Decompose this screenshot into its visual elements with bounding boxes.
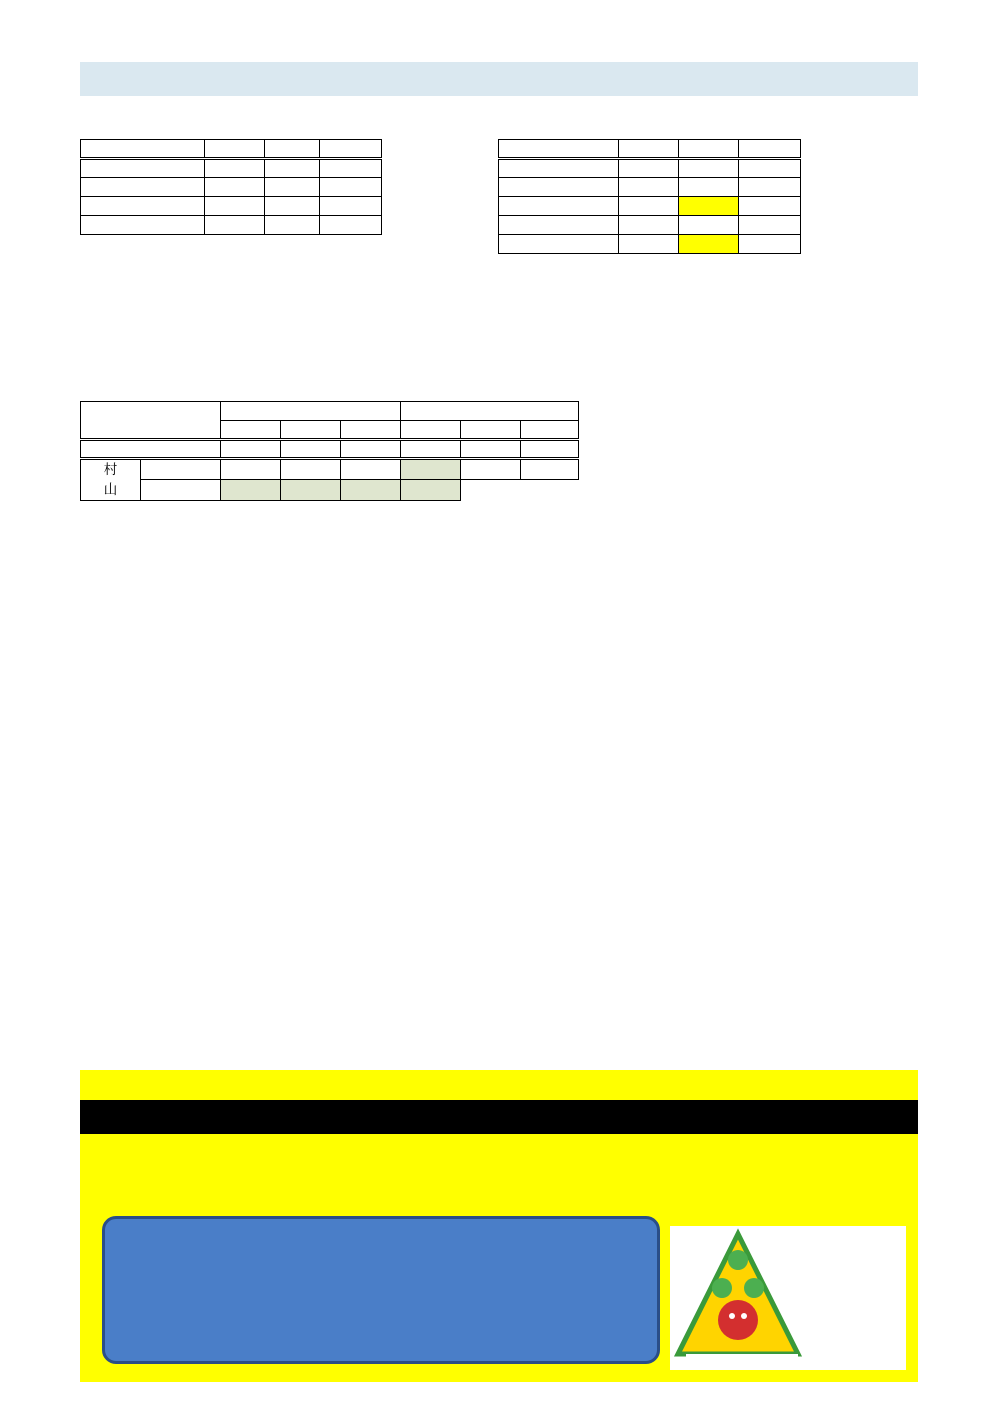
table-cell [81, 159, 205, 178]
table-cell [739, 235, 801, 254]
table-cell [205, 197, 265, 216]
table-cell [401, 459, 461, 480]
table-cell [81, 140, 205, 159]
table-row [499, 197, 801, 216]
table-cell [221, 459, 281, 480]
column-group-header [221, 402, 401, 421]
location-table [80, 401, 579, 501]
table-cell [679, 178, 739, 197]
column-header [521, 421, 579, 440]
table-cell [499, 235, 619, 254]
table-row [81, 440, 579, 459]
table-cell [320, 216, 382, 235]
table-cell [619, 159, 679, 178]
sec1-table [80, 139, 382, 235]
table-cell [739, 159, 801, 178]
table-row [499, 159, 801, 178]
table-cell [619, 235, 679, 254]
table-cell [281, 480, 341, 501]
table-cell [619, 197, 679, 216]
table-cell [679, 216, 739, 235]
table-row [81, 197, 382, 216]
table-cell [221, 480, 281, 501]
table-cell [81, 178, 205, 197]
table-cell [81, 402, 221, 440]
column-header [739, 140, 801, 159]
table-cell [461, 440, 521, 459]
table-cell [461, 459, 521, 480]
table-cell [499, 197, 619, 216]
column-header [281, 421, 341, 440]
table-cell [499, 178, 619, 197]
table-cell [320, 178, 382, 197]
column-header [205, 140, 265, 159]
table-row [81, 178, 382, 197]
table-row [499, 216, 801, 235]
column-header [461, 421, 521, 440]
table-cell [141, 459, 221, 480]
column-header [265, 140, 320, 159]
table-cell [679, 235, 739, 254]
block-name [81, 459, 141, 501]
table-row [499, 235, 801, 254]
table-cell [265, 178, 320, 197]
column-header [320, 140, 382, 159]
table-cell [265, 216, 320, 235]
table-cell [141, 480, 221, 501]
column-group-header [401, 402, 579, 421]
table-cell [499, 140, 619, 159]
block-name-char: 山 [103, 482, 118, 498]
table-cell [341, 459, 401, 480]
total-label [81, 440, 221, 459]
table-cell [341, 440, 401, 459]
table-cell [281, 440, 341, 459]
table-cell [499, 216, 619, 235]
column-header [401, 421, 461, 440]
column-header [619, 140, 679, 159]
block-name-char: 村 [103, 462, 118, 478]
column-header [221, 421, 281, 440]
table-cell [281, 459, 341, 480]
table-cell [401, 480, 461, 501]
table-cell [205, 178, 265, 197]
table-cell [265, 159, 320, 178]
table-row [81, 480, 579, 501]
table-cell [81, 216, 205, 235]
table-cell [320, 197, 382, 216]
date-org [686, 40, 700, 60]
table-row [81, 216, 382, 235]
table-cell [320, 159, 382, 178]
table-cell [81, 197, 205, 216]
table-cell [221, 440, 281, 459]
table-cell [205, 216, 265, 235]
table-header-row [81, 402, 579, 421]
table-cell [739, 178, 801, 197]
table-cell [619, 216, 679, 235]
rules-box [102, 1216, 660, 1364]
sec2-table [498, 139, 801, 254]
poster-image [670, 1226, 906, 1370]
table-cell [679, 197, 739, 216]
table-cell [521, 459, 579, 480]
page-title [80, 62, 918, 96]
table-cell [739, 197, 801, 216]
table-row [81, 459, 579, 480]
table-header-row [81, 140, 382, 159]
table-row [81, 159, 382, 178]
column-header [341, 421, 401, 440]
table-cell [341, 480, 401, 501]
caution-banner [80, 1100, 918, 1134]
table-cell [401, 440, 461, 459]
table-cell [521, 440, 579, 459]
no-drunk-driving-icon [670, 1226, 906, 1370]
table-row [499, 178, 801, 197]
table-cell [499, 159, 619, 178]
caution-box [80, 1070, 918, 1382]
table-cell [619, 178, 679, 197]
table-cell [265, 197, 320, 216]
table-header-row [499, 140, 801, 159]
table-cell [205, 159, 265, 178]
column-header [679, 140, 739, 159]
table-cell [679, 159, 739, 178]
table-cell [739, 216, 801, 235]
